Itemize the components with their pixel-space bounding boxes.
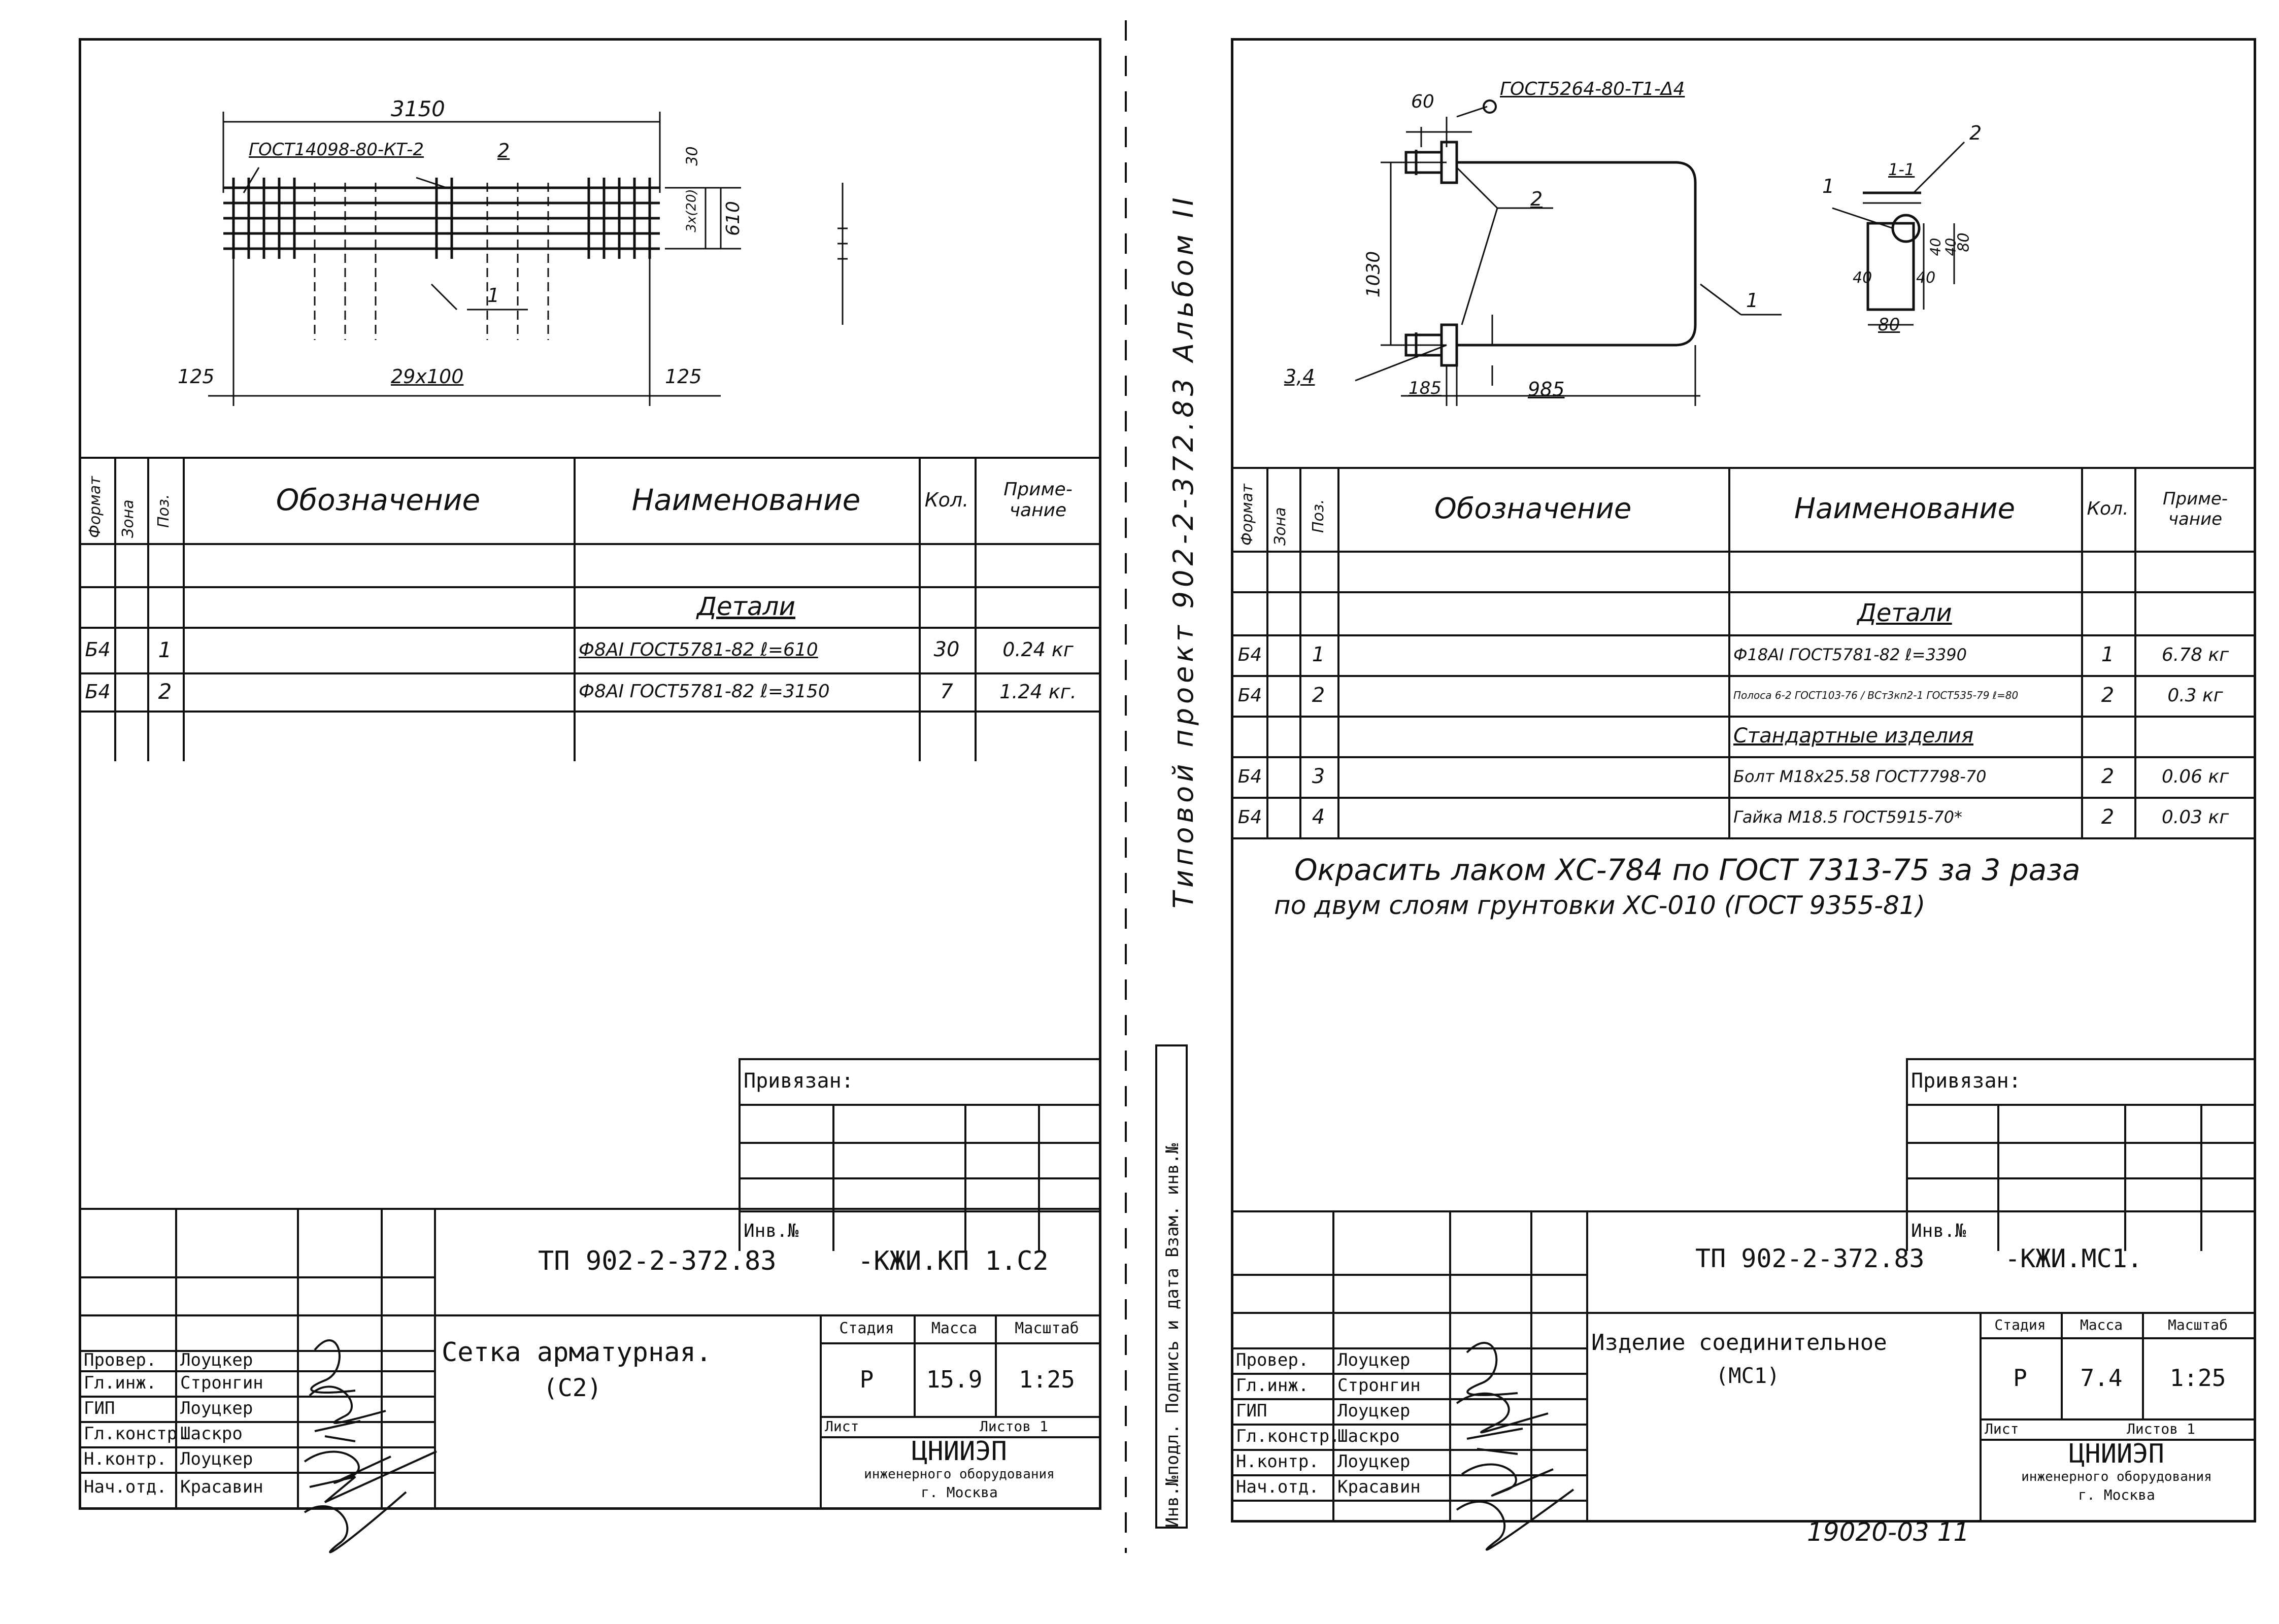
dim-right-top: 30 (683, 146, 701, 166)
row1-name: Ф8АI ГОСТ5781-82 ℓ=610 (579, 639, 818, 660)
r-org-name: ЦНИИЭП (2069, 1439, 2164, 1469)
weld-gost: ГОСТ5264-80-Т1-Δ4 (1500, 79, 1685, 99)
r-row1-note: 6.78 кг (2161, 644, 2229, 665)
r-sheet-label: Лист (1985, 1420, 2019, 1437)
r-role-4: Гл.констр. (1236, 1426, 1340, 1446)
r-org-dept: инженерного оборудования (2021, 1469, 2212, 1484)
mesh-drawing-lines (81, 41, 1099, 457)
sheets-label: Листов 1 (980, 1417, 1048, 1435)
r-role-1: Провер. (1236, 1350, 1309, 1370)
r-inv-label: Инв.№ (1911, 1220, 1966, 1241)
r-row1-qty: 1 (2101, 643, 2115, 666)
name-2: Стронгин (180, 1373, 263, 1393)
r-scale-value: 1:25 (2169, 1364, 2226, 1392)
section-dim-80b: 80 (1878, 315, 1900, 335)
r-sheets-label: Листов 1 (2127, 1420, 2195, 1437)
org-dept: инженерного оборудования (864, 1467, 1055, 1482)
r-row1-name: Ф18АI ГОСТ5781-82 ℓ=3390 (1733, 645, 1967, 664)
stage-label: Стадия (839, 1319, 894, 1337)
inventory-stamp-label: Инв.№подл. Подпись и дата Взам. инв.№ (1162, 1143, 1183, 1528)
r-row2-format: Б4 (1237, 685, 1262, 706)
r-row2-qty: 2 (2101, 684, 2115, 707)
r-stage-label: Стадия (1994, 1316, 2046, 1333)
section-label: 1-1 (1888, 160, 1915, 179)
role-2: Гл.инж. (84, 1373, 157, 1393)
hdr-note: Приме-чание (1003, 479, 1073, 521)
stage-value: Р (859, 1365, 874, 1393)
signatures-right (1447, 1307, 1650, 1621)
title-subname: (С2) (543, 1374, 602, 1402)
r-row4-pos: 4 (1312, 805, 1325, 829)
right-title-block (1233, 1210, 2254, 1520)
section-dim-80a: 80 (1955, 232, 1973, 252)
r-section-standard: Стандартные изделия (1733, 724, 1973, 748)
sheet-label: Лист (825, 1417, 859, 1435)
mesh-drawing (81, 41, 1099, 457)
name-3: Лоуцкер (180, 1398, 253, 1418)
r-hdr-zone: Зона (1271, 507, 1289, 546)
r-row4-note: 0.03 кг (2161, 806, 2229, 828)
dim-left-end: 125 (178, 365, 215, 388)
r-row3-format: Б4 (1237, 766, 1262, 787)
section-dim-40b: 40 (1916, 269, 1936, 287)
paint-note-line1: Окрасить лаком ХС-784 по ГОСТ 7313-75 за 3 раза (1294, 853, 2081, 887)
r-mass-value: 7.4 (2080, 1364, 2123, 1392)
title-name: Сетка арматурная. (442, 1337, 712, 1368)
paint-note-line2: по двум слоям грунтовки ХС-010 (ГОСТ 9355-81) (1274, 891, 1926, 920)
name-1: Лоуцкер (180, 1350, 253, 1370)
r-mass-label: Масса (2080, 1316, 2123, 1333)
r-row2-note: 0.3 кг (2167, 685, 2223, 706)
section-dim-40d: 40 (1942, 238, 1959, 256)
r-name-6: Красавин (1337, 1477, 1421, 1497)
hdr-format: Формат (86, 476, 104, 538)
title-code2: -КЖИ.КП 1.С2 (858, 1246, 1049, 1276)
r-title-subname: (МС1) (1716, 1363, 1780, 1388)
hdr-name: Наименование (631, 483, 861, 517)
dim-gost: ГОСТ14098-80-КТ-2 (249, 140, 424, 160)
r-hdr-qty: Кол. (2087, 498, 2129, 519)
dim-overall: 3150 (391, 96, 445, 121)
dim-985: 985 (1528, 378, 1565, 400)
r-role-2: Гл.инж. (1236, 1375, 1309, 1396)
privyazan-label: Привязан: (744, 1069, 854, 1093)
dim-1030: 1030 (1363, 251, 1384, 298)
section-pos2: 2 (1969, 122, 1982, 144)
r-row3-note: 0.06 кг (2161, 766, 2229, 787)
name-5: Лоуцкер (180, 1449, 253, 1469)
row2-note: 1.24 кг. (999, 680, 1077, 703)
r-org-city: г. Москва (2078, 1486, 2155, 1503)
dim-right-total: 610 (722, 201, 744, 236)
r-hdr-format: Формат (1238, 484, 1256, 546)
dim-right-end: 125 (665, 365, 702, 388)
r-row4-format: Б4 (1237, 806, 1262, 828)
r-hdr-pos: Поз. (1310, 499, 1327, 533)
r-role-6: Нач.отд. (1236, 1477, 1319, 1497)
left-title-block (81, 1208, 1099, 1507)
role-4: Гл.констр. (84, 1424, 188, 1444)
left-drawing-sheet (79, 38, 1101, 1510)
role-6: Нач.отд. (84, 1477, 167, 1497)
mass-value: 15.9 (926, 1365, 983, 1393)
inv-label: Инв.№ (744, 1220, 799, 1241)
hdr-pos: Поз. (155, 494, 173, 528)
r-row2-name: Полоса 6-2 ГОСТ103-76 / ВСт3кп2-1 ГОСТ535-79 ℓ=80 (1733, 689, 2019, 701)
row1-note: 0.24 кг (1002, 638, 1074, 661)
row2-pos: 2 (158, 679, 172, 704)
r-role-5: Н.контр. (1236, 1451, 1319, 1472)
section-dim-40a: 40 (1853, 269, 1872, 287)
title-code: ТП 902-2-372.83 (538, 1246, 777, 1276)
org-name: ЦНИИЭП (912, 1436, 1007, 1467)
section-pos1: 1 (1822, 175, 1835, 197)
row2-qty: 7 (940, 680, 953, 703)
r-name-5: Лоуцкер (1337, 1451, 1411, 1472)
role-5: Н.контр. (84, 1449, 167, 1469)
hdr-designation: Обозначение (276, 483, 481, 517)
mass-label: Масса (931, 1319, 978, 1337)
left-spec-table (81, 457, 1099, 761)
section-dim-40c: 40 (1927, 238, 1944, 256)
hdr-zone: Зона (119, 499, 137, 538)
bottom-sheet-number: 19020-03 11 (1807, 1517, 1970, 1547)
r-title-code2: -КЖИ.МС1. (2005, 1244, 2142, 1273)
r-row1-format: Б4 (1237, 644, 1262, 665)
r-hdr-name: Наименование (1794, 492, 2016, 525)
album-vertical-title: Типовой проект 902-2-372.83 Альбом II (1167, 193, 1199, 908)
leader-pos2: 2 (1530, 188, 1543, 210)
scale-label: Масштаб (1015, 1319, 1079, 1337)
dim-span: 29х100 (391, 365, 464, 388)
r-hdr-note: Приме-чание (2162, 488, 2228, 529)
role-1: Провер. (84, 1350, 157, 1370)
r-name-1: Лоуцкер (1337, 1350, 1411, 1370)
dim-185: 185 (1409, 378, 1442, 398)
dim-right-mid: 3х(20) (684, 189, 699, 232)
r-row4-name: Гайка М18.5 ГОСТ5915-70* (1733, 807, 1962, 827)
role-3: ГИП (84, 1398, 115, 1418)
row2-name: Ф8АI ГОСТ5781-82 ℓ=3150 (579, 681, 830, 702)
r-hdr-designation: Обозначение (1434, 492, 1632, 525)
r-row4-qty: 2 (2101, 805, 2115, 829)
hdr-qty: Кол. (924, 489, 969, 511)
r-title-code: ТП 902-2-372.83 (1695, 1244, 1925, 1273)
row1-pos: 1 (158, 637, 172, 662)
leader-pos34: 3,4 (1284, 365, 1315, 388)
r-title-name: Изделие соединительное (1591, 1329, 1887, 1356)
right-drawing-sheet (1231, 38, 2256, 1522)
org-city: г. Москва (921, 1483, 998, 1501)
name-4: Шаскро (180, 1424, 243, 1444)
r-stage-value: Р (2013, 1364, 2027, 1392)
r-row2-pos: 2 (1312, 684, 1325, 707)
dim-60: 60 (1411, 91, 1434, 112)
row1-qty: 30 (933, 638, 960, 661)
name-6: Красавин (180, 1477, 263, 1497)
r-name-3: Лоуцкер (1337, 1401, 1411, 1421)
r-row3-qty: 2 (2101, 765, 2115, 788)
row1-format: Б4 (85, 638, 111, 661)
r-name-4: Шаскро (1337, 1426, 1400, 1446)
right-spec-table (1233, 467, 2254, 842)
r-privyazan-label: Привязан: (1911, 1069, 2021, 1093)
connector-drawing-lines (1233, 41, 2254, 467)
dim-pos2-label: 2 (497, 140, 510, 162)
r-scale-label: Масштаб (2167, 1316, 2228, 1333)
leader-pos1: 1 (1746, 289, 1759, 312)
r-row1-pos: 1 (1312, 643, 1325, 666)
connector-drawing (1233, 41, 2254, 467)
dim-pos1-label: 1 (487, 284, 500, 307)
section-details: Детали (696, 592, 796, 621)
r-row3-pos: 3 (1312, 765, 1325, 788)
r-section-details: Детали (1857, 598, 1952, 627)
r-row3-name: Болт М18х25.58 ГОСТ7798-70 (1733, 767, 1987, 786)
r-name-2: Стронгин (1337, 1375, 1421, 1396)
scale-value: 1:25 (1019, 1365, 1075, 1393)
signatures-left (294, 1309, 650, 1624)
r-role-3: ГИП (1236, 1401, 1267, 1421)
row2-format: Б4 (85, 680, 111, 703)
